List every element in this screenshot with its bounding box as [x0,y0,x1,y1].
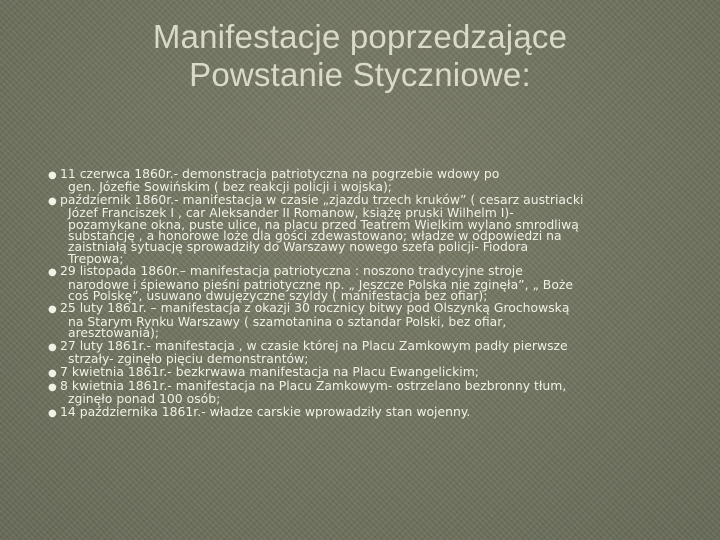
list-item-text: zaistniałą sytuację sprowadziły do Warszawy nowego szefa policji- Fiodora [68,239,529,255]
list-item-text: Józef Franciszek I , car Aleksander II Romanow, książę pruski Wilhelm I)- [68,205,514,221]
list-item [48,191,698,266]
list-item-text: strzały- zginęło pięciu demonstrantów; [68,351,309,367]
list-item-line [48,363,698,379]
list-item-text: 29 listopada 1860r.– manifestacja patriotyczna : noszono tradycyjne stroje [60,263,523,279]
list-item [48,337,698,367]
list-item-text: gen. Józefie Sowińskim ( bez reakcji policji i wojska); [68,179,392,195]
list-item-text: na Starym Rynku Warszawy ( szamotanina o sztandar Polski, bez ofiar, [68,313,507,329]
list-item [48,263,698,304]
list-item-text: aresztowania); [68,325,160,341]
list-item [48,377,698,407]
bullet-icon: ● [48,407,57,419]
list-item-text: 8 kwietnia 1861r.- manifestacja na Placu Zamkowym- ostrzelano bezbronny tłum, [60,377,567,393]
list-item [48,168,698,193]
list-item-text: Trepowa; [68,250,124,266]
list-item-line [48,403,698,419]
list-item [48,403,698,419]
title-line: Manifestacje poprzedzające [152,18,568,55]
bullet-icon: ● [48,304,57,316]
list-item-text: 14 października 1861r.- władze carskie wprowadziły stan wojenny. [60,403,471,419]
list-item-line [48,239,698,255]
list-item-text: 27 luty 1861r.- manifestacja , w czasie której na Placu Zamkowym padły pierwsze [60,337,568,353]
bullet-icon: ● [48,267,57,279]
list-item-text: narodowe i śpiewano pieśni patriotyczne np. „ Jeszcze Polska nie zginęła”, „ Boże [68,276,574,292]
bullet-icon: ● [48,381,57,393]
list-item-text: 11 czerwca 1860r.- demonstracja patriotyczna na pogrzebie wdowy po [60,166,500,181]
list-item-text: substancję , a honorowe loże dla gości zdewastowano; władze w odpowiedzi na [68,228,562,244]
slide-title [40,18,680,94]
list-item-text: zginęło ponad 100 osób; [68,391,221,407]
list-item-text: 7 kwietnia 1861r.- bezkrwawa manifestacja na Placu Ewangelickim; [60,363,479,379]
bullet-icon: ● [48,170,57,181]
title-line: Powstanie Styczniowe: [189,56,531,93]
bullet-icon: ● [48,367,57,379]
bullet-icon: ● [48,341,57,353]
bullet-list [48,168,698,420]
list-item-text: 25 luty 1861r. – manifestacja z okazji 30 rocznicy bitwy pod Olszynką Grochowską [60,300,570,316]
bullet-icon: ● [48,195,57,207]
list-item-text: coś Polskę”, usuwano dwujęzyczne szyldy ( manifestacja bez ofiar); [68,288,488,304]
list-item [48,300,698,341]
list-item-text: październik 1860r.- manifestacja w czasie „zjazdu trzech kruków” ( cesarz austriacki [60,191,584,207]
list-item [48,363,698,379]
list-item-text: pozamykane okna, puste ulice, na placu przed Teatrem Wielkim wylano smrodliwą [68,216,579,232]
